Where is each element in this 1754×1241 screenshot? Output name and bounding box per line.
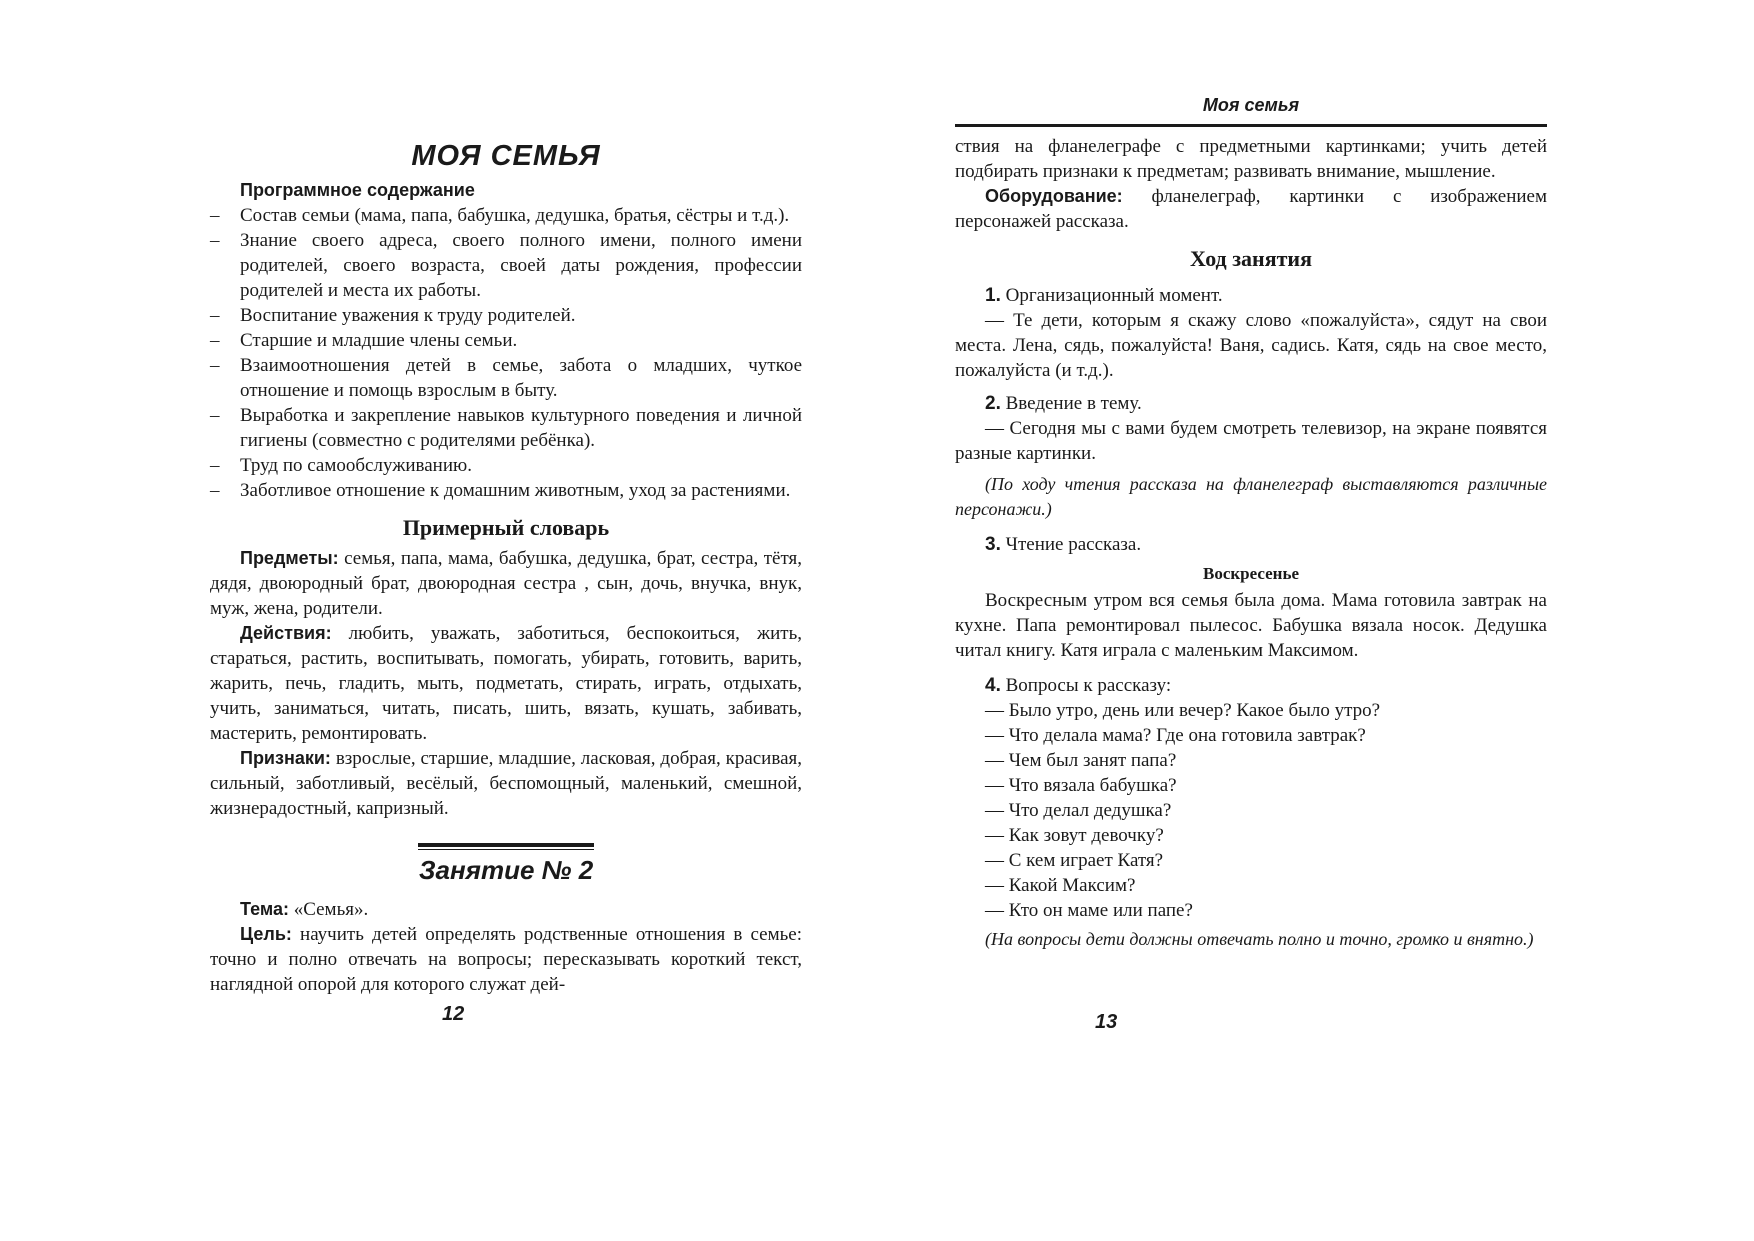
page-number-right: 13 [1095, 1011, 1118, 1033]
story-text: Воскресным утром вся семья была дома. Мама готовила завтрак на кухне. Папа ремонтировал пылесос. Бабушка вязала носок. Дедушка читал книгу. Катя играла с маленьким Максимом. [955, 590, 1547, 661]
list-item: – Состав семьи (мама, папа, бабушка, дедушка, братья, сёстры и т.д.). [210, 205, 790, 226]
step-2-text: — Сегодня мы с вами будем смотреть телевизор, на экране появятся разные картинки. [955, 418, 1547, 464]
list-item: – Выработка и закрепление навыков культурного поведения и личной гигиены (совместно с родителями ребёнка). [210, 405, 802, 451]
running-head: Моя семья [1202, 95, 1300, 115]
step-1-text: — Те дети, которым я скажу слово «пожалуйста», сядут на свои места. Лена, сядь, пожалуйста! Ваня, садись. Катя, сядь на свое место, пожалуйста (и т.д.). [955, 310, 1547, 381]
step-3-title: 3. Чтение рассказа. [985, 534, 1142, 555]
list-item: – Знание своего адреса, своего полного имени, полного имени родителей, своего возраста, своей даты рождения, профессии родителей и места их работы. [210, 230, 802, 301]
actions-label: Действия: [240, 623, 332, 643]
topic-label: Тема: [240, 899, 289, 919]
list-item: – Воспитание уважения к труду родителей. [210, 305, 576, 326]
step-4-title: 4. Вопросы к рассказу: [985, 675, 1172, 696]
course-heading: Ход занятия [1189, 246, 1312, 271]
list-item: — Какой Максим? [985, 875, 1136, 896]
lesson-goal: Цель: научить детей определять родственные отношения в семье: точно и полно отвечать на вопросы; пересказывать короткий текст, наглядной опорой для которого служат дей- [210, 924, 802, 995]
list-item: — Кто он маме или папе? [985, 900, 1193, 921]
list-item: — Было утро, день или вечер? Какое было утро? [985, 700, 1381, 721]
page-number-left: 12 [442, 1003, 465, 1025]
list-item: – Старшие и младшие члены семьи. [210, 330, 518, 351]
goal-continuation: ствия на фланелеграфе с предметными картинками; учить детей подбирать признаки к предметам; развивать внимание, мышление. [955, 136, 1547, 182]
story-title: Воскресенье [1202, 564, 1299, 583]
lesson-topic: Тема: «Семья». [240, 899, 369, 920]
list-item: — Что вязала бабушка? [985, 775, 1177, 796]
step-2-title: 2. Введение в тему. [985, 393, 1142, 414]
objects-label: Предметы: [240, 548, 339, 568]
list-item: — С кем играет Катя? [985, 850, 1164, 871]
list-item: — Что делала мама? Где она готовила завтрак? [985, 725, 1366, 746]
step-2-note: (По ходу чтения рассказа на фланелеграф выставляются различные персонажи.) [955, 474, 1547, 519]
vocab-objects: Предметы: семья, папа, мама, бабушка, дедушка, брат, сестра, тётя, дядя, двоюродный брат, двоюродная сестра , сын, дочь, внучка, внук, муж, жена, родители. [210, 548, 802, 619]
vocab-signs: Признаки: взрослые, старшие, младшие, ласковая, добрая, красивая, сильный, заботливый, весёлый, беспомощный, маленький, смешной, жизнерадостный, капризный. [210, 748, 802, 819]
list-item: — Что делал дедушка? [985, 800, 1172, 821]
final-note: (На вопросы дети должны отвечать полно и точно, громко и внятно.) [985, 929, 1534, 949]
questions-list [955, 698, 1547, 923]
list-item: – Труд по самообслуживанию. [210, 455, 472, 476]
list-item: — Чем был занят папа? [985, 750, 1177, 771]
step-1-title: 1. Организационный момент. [985, 285, 1223, 306]
lesson-title: Занятие № 2 [418, 855, 594, 885]
vocab-actions: Действия: любить, уважать, заботиться, беспокоиться, жить, стараться, растить, воспитывать, помогать, убирать, готовить, варить, жарить, печь, гладить, мыть, подметать, стирать, играть, отдыхать, учить, заниматься, читать, писать, шить, вязать, кушать, забивать, мастерить, ремонтировать. [210, 623, 803, 744]
list-item: – Взаимоотношения детей в семье, забота о младших, чуткое отношение и помощь взрослым в быту. [210, 355, 802, 401]
left-page-body [210, 178, 802, 997]
signs-label: Признаки: [240, 748, 331, 768]
program-heading: Программное содержание [240, 180, 475, 200]
vocabulary-heading: Примерный словарь [402, 515, 610, 540]
goal-label: Цель: [240, 924, 292, 944]
chapter-title: МОЯ СЕМЬЯ [411, 140, 601, 172]
running-head-rule [955, 124, 1547, 127]
program-list [210, 203, 802, 503]
right-page-body [955, 134, 1547, 952]
equipment: Оборудование: фланелеграф, картинки с изображением персонажей рассказа. [955, 186, 1547, 232]
list-item: — Как зовут девочку? [985, 825, 1164, 846]
equipment-label: Оборудование: [985, 186, 1123, 206]
section-divider [210, 843, 802, 850]
list-item: – Заботливое отношение к домашним животным, уход за растениями. [210, 480, 791, 501]
